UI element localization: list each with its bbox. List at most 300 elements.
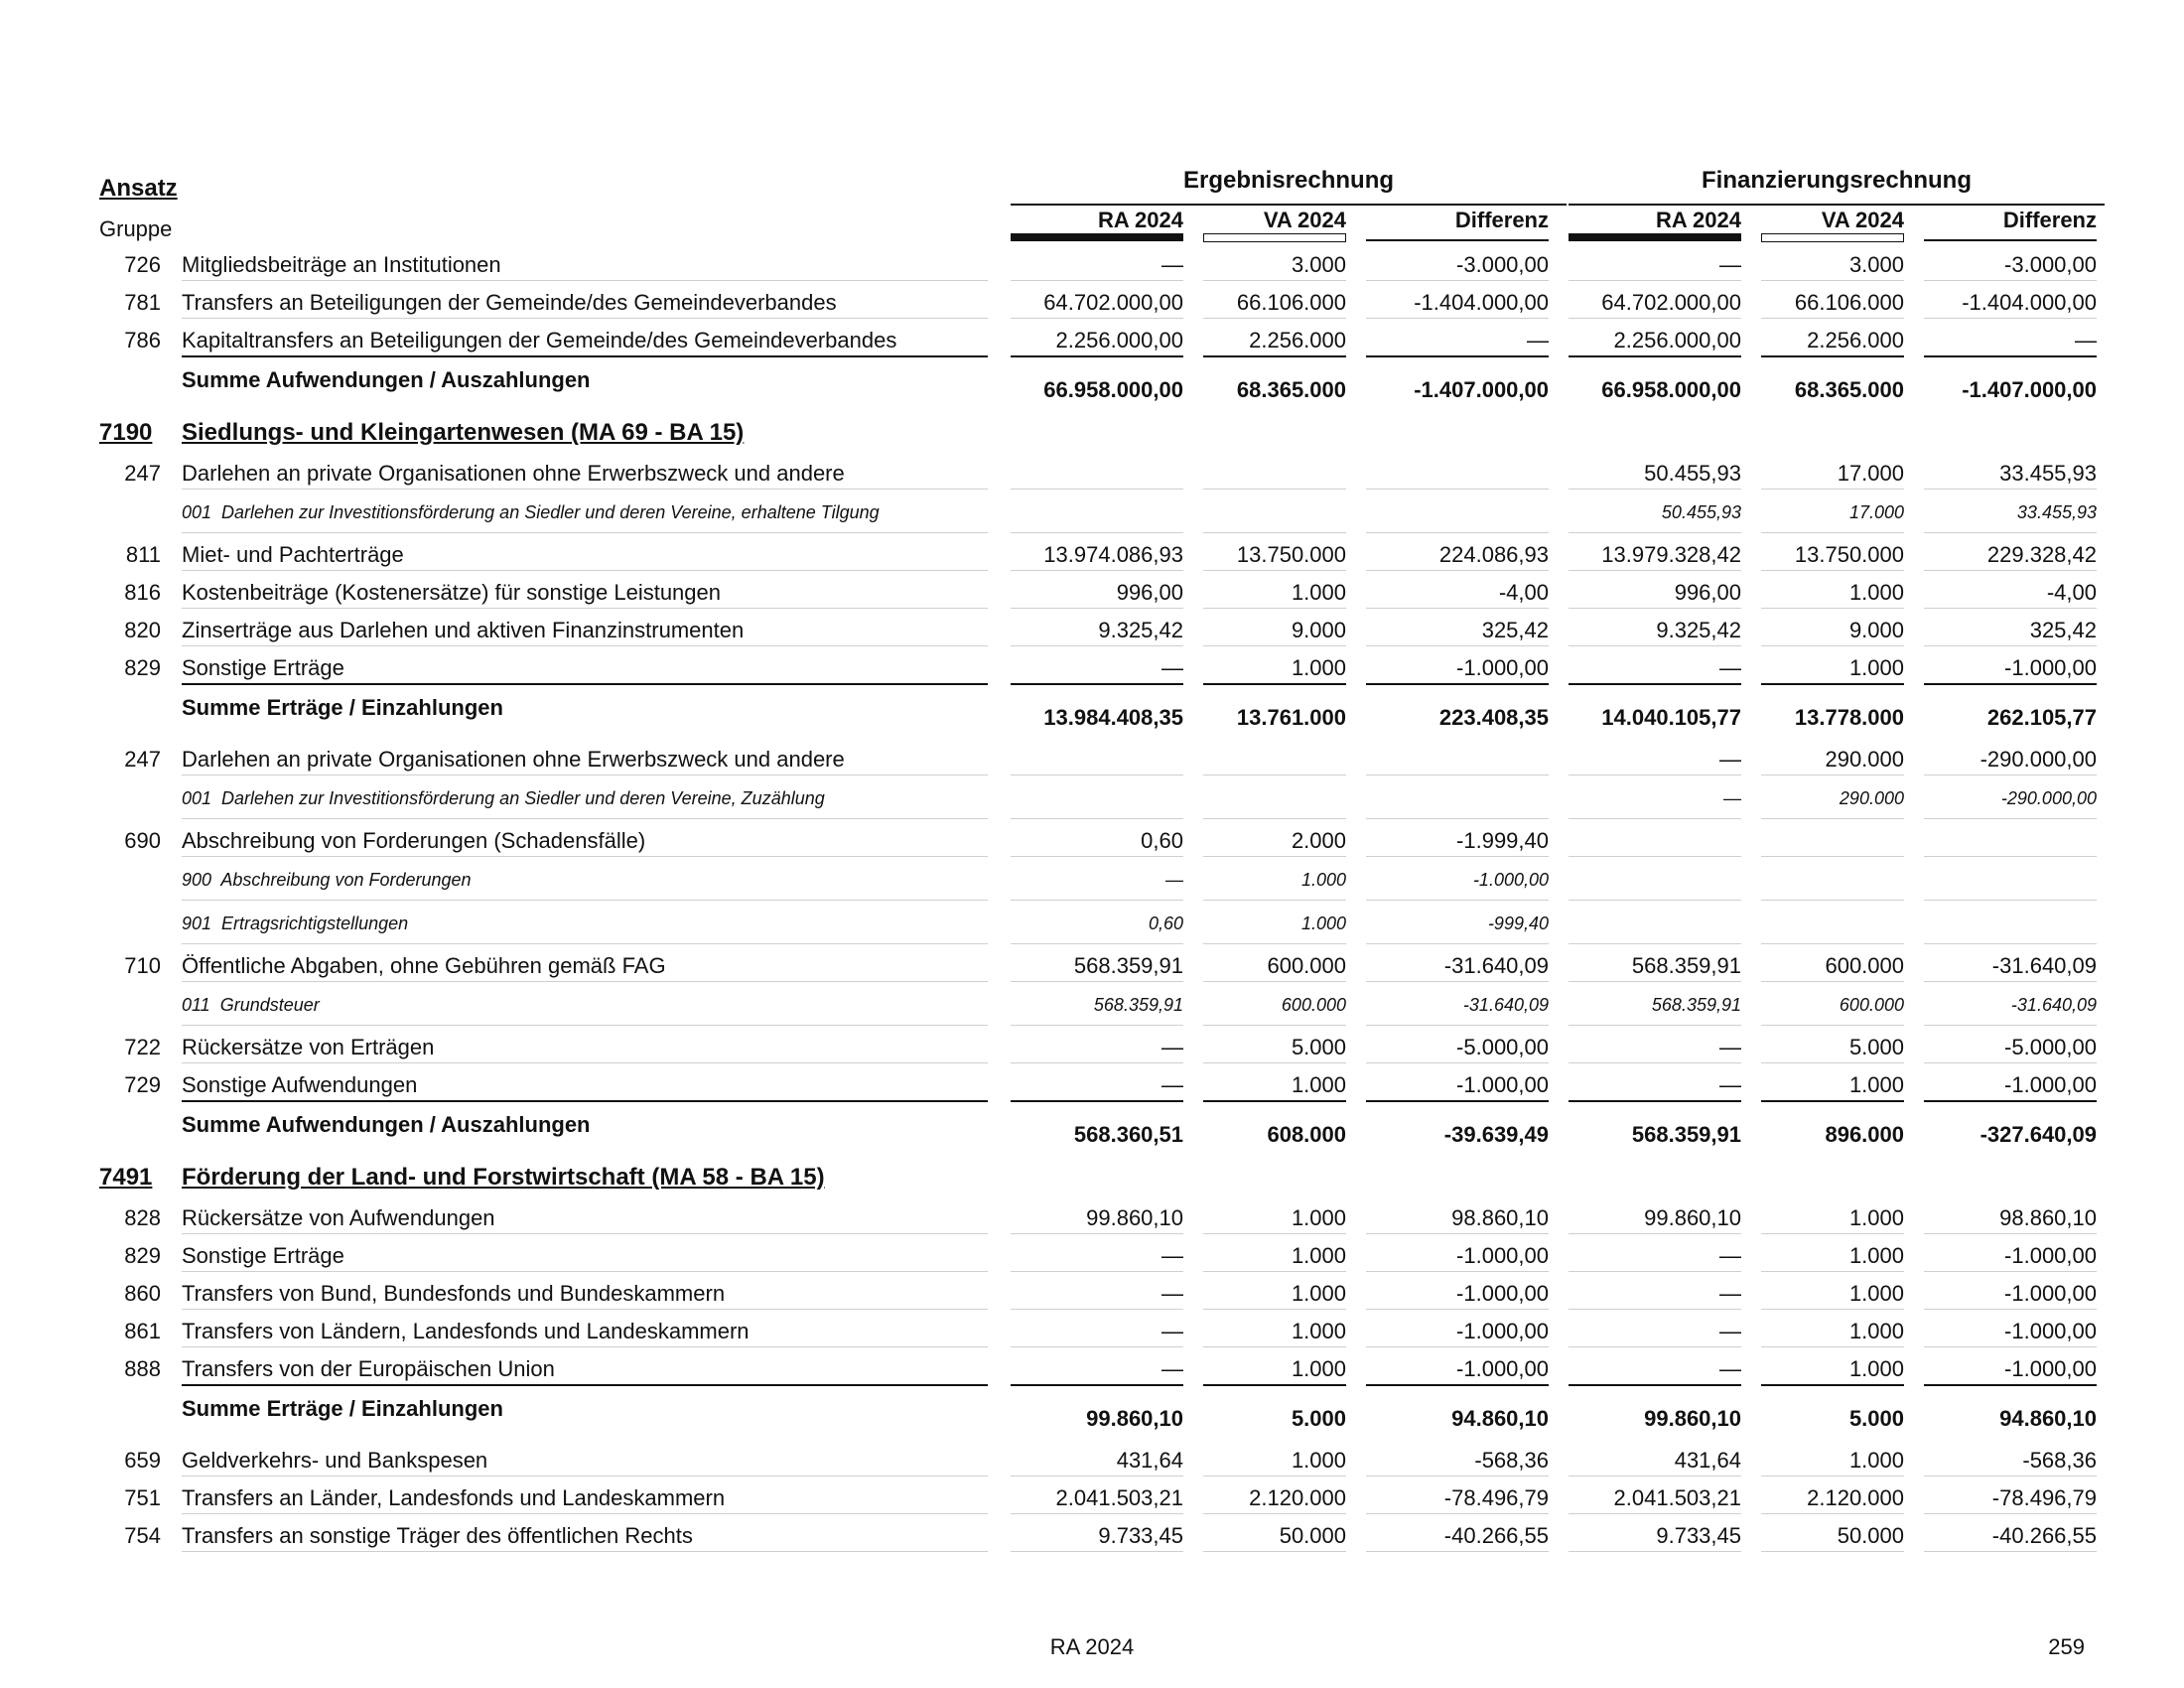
- cell-rule: [1761, 608, 1904, 609]
- value-5: -1.000,00: [2004, 1281, 2097, 1306]
- row-code: 820: [124, 618, 161, 642]
- value-3: 996,00: [1674, 580, 1741, 605]
- cell-rule: [1924, 981, 2097, 982]
- row-rule: [182, 683, 988, 685]
- sub-row-label: 900 Abschreibung von Forderungen: [182, 870, 472, 890]
- value-1: 50.000: [1279, 1523, 1346, 1548]
- cell-rule: [1761, 645, 1904, 646]
- value-3: —: [1719, 1072, 1741, 1097]
- value-3: —: [1719, 655, 1741, 680]
- value-1: 5.000: [1291, 1035, 1346, 1059]
- cell-rule: [1203, 943, 1346, 944]
- value-4: 1.000: [1848, 1243, 1904, 1268]
- value-4: 600.000: [1825, 953, 1904, 978]
- cell-rule: [1366, 1062, 1549, 1063]
- cell-rule: [1924, 856, 2097, 857]
- cell-rule: [1366, 818, 1549, 819]
- value-3: 2.041.503,21: [1613, 1485, 1741, 1510]
- row-label: Rückersätze von Aufwendungen: [182, 1205, 495, 1230]
- row-rule: [182, 1025, 988, 1026]
- cell-rule: [1011, 1513, 1183, 1514]
- cell-rule: [1761, 1476, 1904, 1477]
- sum-value-3: 66.958.000,00: [1601, 377, 1741, 402]
- value-0: 0,60: [1141, 828, 1183, 853]
- row-code: 816: [124, 580, 161, 605]
- row-code: 754: [124, 1523, 161, 1548]
- cell-rule: [1011, 570, 1183, 571]
- value-1: 2.000: [1291, 828, 1346, 853]
- cell-rule: [1203, 570, 1346, 571]
- value-0: —: [1161, 655, 1183, 680]
- cell-rule: [1761, 1062, 1904, 1063]
- value-0: 2.256.000,00: [1055, 328, 1183, 352]
- cell-rule: [1761, 1513, 1904, 1514]
- row-label: Kapitaltransfers an Beteiligungen der Gemeinde/des Gemeindeverbandes: [182, 328, 897, 352]
- cell-rule: [1761, 856, 1904, 857]
- cell-rule: [1203, 1476, 1346, 1477]
- value-4: 1.000: [1848, 580, 1904, 605]
- cell-rule: [1366, 981, 1549, 982]
- sub-row-label: 001 Darlehen zur Investitionsförderung an Siedler und deren Vereine, erhaltene Tilgung: [182, 502, 880, 522]
- value-2: -4,00: [1498, 580, 1549, 605]
- row-rule: [182, 774, 988, 775]
- value-1: 2.120.000: [1249, 1485, 1346, 1510]
- row-code: 659: [124, 1448, 161, 1473]
- value-5: -31.640,09: [2010, 995, 2097, 1015]
- sum-value-2: -39.639,49: [1443, 1122, 1549, 1147]
- section-code: 7190: [99, 419, 153, 446]
- cell-rule: [1011, 1025, 1183, 1026]
- value-4: 290.000: [1825, 747, 1904, 772]
- cell-rule: [1011, 1271, 1183, 1272]
- value-5: 98.860,10: [1999, 1205, 2097, 1230]
- cell-rule: [1011, 1346, 1183, 1347]
- value-0: 0,60: [1148, 914, 1183, 933]
- cell-rule: [1569, 1025, 1741, 1026]
- value-4: 3.000: [1848, 252, 1904, 277]
- value-1: 1.000: [1300, 870, 1346, 890]
- col-va-2024-e: VA 2024: [1263, 208, 1346, 232]
- cell-rule: [1761, 1384, 1904, 1386]
- value-4: 600.000: [1839, 995, 1904, 1015]
- cell-rule: [1011, 943, 1183, 944]
- value-5: -31.640,09: [1991, 953, 2097, 978]
- sub-row-label: 001 Darlehen zur Investitionsförderung an Siedler und deren Vereine, Zuzählung: [182, 788, 825, 808]
- cell-rule: [1569, 280, 1741, 281]
- value-5: 33.455,93: [1999, 461, 2097, 486]
- value-0: —: [1161, 1035, 1183, 1059]
- cell-rule: [1761, 1233, 1904, 1234]
- value-1: 3.000: [1291, 252, 1346, 277]
- row-rule: [182, 900, 988, 901]
- row-rule: [182, 645, 988, 646]
- cell-rule: [1761, 1309, 1904, 1310]
- cell-rule: [1011, 318, 1183, 319]
- value-0: —: [1161, 1281, 1183, 1306]
- cell-rule: [1366, 774, 1549, 775]
- row-code: 726: [124, 252, 161, 277]
- value-3: 50.455,93: [1644, 461, 1741, 486]
- value-4: 2.256.000: [1807, 328, 1904, 352]
- value-1: 1.000: [1291, 1243, 1346, 1268]
- row-label: Transfers an Beteiligungen der Gemeinde/des Gemeindeverbandes: [182, 290, 837, 315]
- value-5: 229.328,42: [1986, 542, 2097, 567]
- value-5: -78.496,79: [1991, 1485, 2097, 1510]
- value-5: -5.000,00: [2004, 1035, 2097, 1059]
- value-0: 996,00: [1116, 580, 1183, 605]
- page-number: 259: [2048, 1634, 2085, 1659]
- cell-rule: [1761, 981, 1904, 982]
- row-label: Kostenbeiträge (Kostenersätze) für sonstige Leistungen: [182, 580, 721, 605]
- value-4: 50.000: [1837, 1523, 1904, 1548]
- value-5: -290.000,00: [1979, 747, 2097, 772]
- cell-rule: [1366, 1233, 1549, 1234]
- sum-value-5: 262.105,77: [1986, 705, 2097, 730]
- cell-rule: [1761, 1271, 1904, 1272]
- value-0: —: [1161, 1319, 1183, 1343]
- value-4: 17.000: [1848, 502, 1904, 522]
- sum-value-5: 94.860,10: [1999, 1406, 2097, 1431]
- value-4: 1.000: [1848, 1356, 1904, 1381]
- cell-rule: [1761, 570, 1904, 571]
- cell-rule: [1011, 1551, 1183, 1552]
- value-2: -1.000,00: [1456, 655, 1549, 680]
- cell-rule: [1366, 1551, 1549, 1552]
- cell-rule: [1011, 645, 1183, 646]
- value-3: 9.733,45: [1656, 1523, 1741, 1548]
- col-ra-2024-f: RA 2024: [1655, 208, 1741, 232]
- sum-value-4: 896.000: [1825, 1122, 1904, 1147]
- value-3: 568.359,91: [1631, 953, 1741, 978]
- row-code: 710: [124, 953, 161, 978]
- sum-value-3: 14.040.105,77: [1601, 705, 1741, 730]
- row-rule: [182, 1100, 988, 1102]
- cell-rule: [1366, 489, 1549, 490]
- cell-rule: [1569, 1476, 1741, 1477]
- value-5: -1.404.000,00: [1962, 290, 2097, 315]
- value-1: 1.000: [1291, 1072, 1346, 1097]
- value-1: 1.000: [1291, 1205, 1346, 1230]
- cell-rule: [1203, 1062, 1346, 1063]
- row-rule: [182, 318, 988, 319]
- cell-rule: [1761, 532, 1904, 533]
- cell-rule: [1761, 1551, 1904, 1552]
- finanz-header-rule: [1569, 204, 2105, 206]
- value-0: 568.359,91: [1093, 995, 1183, 1015]
- cell-rule: [1203, 318, 1346, 319]
- sum-label: Summe Erträge / Einzahlungen: [182, 1396, 503, 1421]
- value-4: 1.000: [1848, 1205, 1904, 1230]
- cell-rule: [1011, 683, 1183, 685]
- row-label: Sonstige Aufwendungen: [182, 1072, 418, 1097]
- value-1: 9.000: [1291, 618, 1346, 642]
- cell-rule: [1366, 1100, 1549, 1102]
- row-label: Darlehen an private Organisationen ohne Erwerbszweck und andere: [182, 461, 845, 486]
- cell-rule: [1924, 900, 2097, 901]
- value-4: 1.000: [1848, 1072, 1904, 1097]
- value-3: 50.455,93: [1661, 502, 1741, 522]
- value-4: 13.750.000: [1794, 542, 1904, 567]
- value-0: —: [1165, 870, 1183, 890]
- cell-rule: [1011, 1100, 1183, 1102]
- cell-rule: [1924, 280, 2097, 281]
- cell-rule: [1203, 1025, 1346, 1026]
- value-3: —: [1719, 252, 1741, 277]
- section-code: 7491: [99, 1164, 153, 1191]
- value-4: 290.000: [1839, 788, 1904, 808]
- sum-value-0: 568.360,51: [1073, 1122, 1183, 1147]
- cell-rule: [1011, 608, 1183, 609]
- row-code: 828: [124, 1205, 161, 1230]
- cell-rule: [1569, 1271, 1741, 1272]
- value-0: 9.325,42: [1098, 618, 1183, 642]
- row-label: Miet- und Pachterträge: [182, 542, 404, 567]
- section-title: Förderung der Land- und Forstwirtschaft (MA 58 - BA 15): [182, 1164, 825, 1191]
- cell-rule: [1924, 318, 2097, 319]
- value-3: —: [1719, 1035, 1741, 1059]
- cell-rule: [1011, 774, 1183, 775]
- row-rule: [182, 981, 988, 982]
- cell-rule: [1203, 1309, 1346, 1310]
- sum-value-0: 99.860,10: [1086, 1406, 1183, 1431]
- row-label: Öffentliche Abgaben, ohne Gebühren gemäß FAG: [182, 953, 666, 978]
- row-rule: [182, 355, 988, 357]
- row-label: Transfers von der Europäischen Union: [182, 1356, 555, 1381]
- cell-rule: [1569, 1100, 1741, 1102]
- value-5: 33.455,93: [2016, 502, 2097, 522]
- cell-rule: [1924, 570, 2097, 571]
- sum-value-4: 68.365.000: [1794, 377, 1904, 402]
- row-label: Sonstige Erträge: [182, 655, 344, 680]
- value-3: —: [1723, 788, 1741, 808]
- value-2: -1.000,00: [1456, 1243, 1549, 1268]
- cell-rule: [1366, 1271, 1549, 1272]
- value-2: -1.000,00: [1456, 1281, 1549, 1306]
- row-label: Mitgliedsbeiträge an Institutionen: [182, 252, 501, 277]
- value-1: 1.000: [1291, 1356, 1346, 1381]
- cell-rule: [1569, 981, 1741, 982]
- value-2: -1.000,00: [1456, 1319, 1549, 1343]
- value-0: —: [1161, 1356, 1183, 1381]
- cell-rule: [1011, 1309, 1183, 1310]
- value-4: 5.000: [1848, 1035, 1904, 1059]
- row-label: Transfers an sonstige Träger des öffentlichen Rechts: [182, 1523, 693, 1548]
- row-rule: [182, 1062, 988, 1063]
- cell-rule: [1569, 683, 1741, 685]
- value-0: 9.733,45: [1098, 1523, 1183, 1548]
- sum-value-1: 68.365.000: [1236, 377, 1346, 402]
- value-2: -31.640,09: [1462, 995, 1549, 1015]
- cell-rule: [1924, 355, 2097, 357]
- cell-rule: [1761, 1346, 1904, 1347]
- value-4: 66.106.000: [1794, 290, 1904, 315]
- row-code: 751: [124, 1485, 161, 1510]
- cell-rule: [1924, 1384, 2097, 1386]
- cell-rule: [1924, 1271, 2097, 1272]
- value-5: -1.000,00: [2004, 655, 2097, 680]
- cell-rule: [1761, 1100, 1904, 1102]
- value-5: -290.000,00: [2000, 788, 2097, 808]
- va-marker-e: [1203, 233, 1346, 242]
- cell-rule: [1366, 1513, 1549, 1514]
- cell-rule: [1366, 1384, 1549, 1386]
- value-3: 568.359,91: [1651, 995, 1741, 1015]
- row-label: Geldverkehrs- und Bankspesen: [182, 1448, 488, 1473]
- cell-rule: [1924, 1233, 2097, 1234]
- cell-rule: [1366, 1309, 1549, 1310]
- value-5: -568,36: [2022, 1448, 2097, 1473]
- cell-rule: [1569, 532, 1741, 533]
- cell-rule: [1761, 943, 1904, 944]
- row-rule: [182, 1551, 988, 1552]
- value-5: -40.266,55: [1991, 1523, 2097, 1548]
- cell-rule: [1569, 1384, 1741, 1386]
- value-3: —: [1719, 1243, 1741, 1268]
- cell-rule: [1203, 489, 1346, 490]
- sum-value-3: 99.860,10: [1644, 1406, 1741, 1431]
- cell-rule: [1011, 489, 1183, 490]
- cell-rule: [1203, 1513, 1346, 1514]
- value-0: —: [1161, 252, 1183, 277]
- col-differenz-f: Differenz: [2002, 208, 2097, 232]
- value-4: 1.000: [1848, 1448, 1904, 1473]
- cell-rule: [1203, 645, 1346, 646]
- value-5: -1.000,00: [2004, 1356, 2097, 1381]
- cell-rule: [1569, 818, 1741, 819]
- cell-rule: [1366, 1346, 1549, 1347]
- value-2: 325,42: [1481, 618, 1549, 642]
- value-1: 600.000: [1281, 995, 1346, 1015]
- cell-rule: [1203, 818, 1346, 819]
- row-rule: [182, 1476, 988, 1477]
- row-code: 781: [124, 290, 161, 315]
- row-rule: [182, 532, 988, 533]
- cell-rule: [1011, 856, 1183, 857]
- cell-rule: [1569, 856, 1741, 857]
- row-rule: [182, 1513, 988, 1514]
- value-4: 9.000: [1848, 618, 1904, 642]
- cell-rule: [1924, 1476, 2097, 1477]
- sum-value-3: 568.359,91: [1631, 1122, 1741, 1147]
- cell-rule: [1203, 608, 1346, 609]
- sum-value-5: -1.407.000,00: [1962, 377, 2097, 402]
- value-0: 64.702.000,00: [1043, 290, 1183, 315]
- cell-rule: [1366, 570, 1549, 571]
- diff-marker-f: [1924, 239, 2097, 241]
- cell-rule: [1011, 532, 1183, 533]
- value-0: 431,64: [1116, 1448, 1183, 1473]
- cell-rule: [1924, 489, 2097, 490]
- cell-rule: [1924, 608, 2097, 609]
- cell-rule: [1569, 489, 1741, 490]
- value-3: —: [1719, 1319, 1741, 1343]
- cell-rule: [1366, 318, 1549, 319]
- cell-rule: [1761, 774, 1904, 775]
- cell-rule: [1761, 900, 1904, 901]
- row-label: Rückersätze von Erträgen: [182, 1035, 435, 1059]
- col-va-2024-f: VA 2024: [1821, 208, 1904, 232]
- value-2: —: [1527, 328, 1549, 352]
- cell-rule: [1924, 943, 2097, 944]
- value-5: -4,00: [2046, 580, 2097, 605]
- cell-rule: [1203, 1271, 1346, 1272]
- cell-rule: [1011, 355, 1183, 357]
- cell-rule: [1011, 1476, 1183, 1477]
- cell-rule: [1569, 1346, 1741, 1347]
- sum-value-0: 13.984.408,35: [1043, 705, 1183, 730]
- cell-rule: [1569, 1233, 1741, 1234]
- cell-rule: [1203, 1100, 1346, 1102]
- sub-row-label: 011 Grundsteuer: [182, 995, 320, 1015]
- value-5: 325,42: [2029, 618, 2097, 642]
- row-code: 247: [124, 747, 161, 772]
- row-rule: [182, 1346, 988, 1347]
- value-0: 13.974.086,93: [1043, 542, 1183, 567]
- cell-rule: [1366, 355, 1549, 357]
- cell-rule: [1569, 318, 1741, 319]
- row-code: 861: [124, 1319, 161, 1343]
- cell-rule: [1924, 683, 2097, 685]
- gruppe-label: Gruppe: [99, 216, 173, 241]
- cell-rule: [1569, 1309, 1741, 1310]
- row-rule: [182, 943, 988, 944]
- cell-rule: [1924, 532, 2097, 533]
- row-code: 829: [124, 1243, 161, 1268]
- cell-rule: [1203, 774, 1346, 775]
- sum-value-2: -1.407.000,00: [1414, 377, 1549, 402]
- cell-rule: [1203, 683, 1346, 685]
- sum-value-2: 223.408,35: [1438, 705, 1549, 730]
- value-0: —: [1161, 1243, 1183, 1268]
- sum-value-4: 13.778.000: [1794, 705, 1904, 730]
- row-label: Abschreibung von Forderungen (Schadensfälle): [182, 828, 646, 853]
- row-label: Darlehen an private Organisationen ohne Erwerbszweck und andere: [182, 747, 845, 772]
- cell-rule: [1569, 1551, 1741, 1552]
- cell-rule: [1924, 774, 2097, 775]
- value-0: 99.860,10: [1086, 1205, 1183, 1230]
- value-2: -3.000,00: [1456, 252, 1549, 277]
- value-2: -1.999,40: [1456, 828, 1549, 853]
- cell-rule: [1761, 318, 1904, 319]
- value-1: 1.000: [1291, 1281, 1346, 1306]
- row-code: 888: [124, 1356, 161, 1381]
- value-4: 1.000: [1848, 1319, 1904, 1343]
- sum-value-0: 66.958.000,00: [1043, 377, 1183, 402]
- cell-rule: [1761, 1025, 1904, 1026]
- ansatz-label: Ansatz: [99, 175, 178, 202]
- value-1: 1.000: [1291, 1448, 1346, 1473]
- row-rule: [182, 489, 988, 490]
- sum-label: Summe Aufwendungen / Auszahlungen: [182, 1112, 591, 1137]
- row-rule: [182, 1384, 988, 1386]
- value-4: 1.000: [1848, 1281, 1904, 1306]
- value-2: -31.640,09: [1443, 953, 1549, 978]
- ergebnisrechnung-title: Ergebnisrechnung: [1182, 167, 1395, 194]
- cell-rule: [1569, 570, 1741, 571]
- finanzierungsrechnung-title: Finanzierungsrechnung: [1701, 167, 1972, 194]
- sum-value-1: 608.000: [1267, 1122, 1346, 1147]
- cell-rule: [1569, 355, 1741, 357]
- cell-rule: [1761, 355, 1904, 357]
- cell-rule: [1011, 1062, 1183, 1063]
- cell-rule: [1366, 683, 1549, 685]
- cell-rule: [1761, 280, 1904, 281]
- sum-value-4: 5.000: [1848, 1406, 1904, 1431]
- sub-row-label: 901 Ertragsrichtigstellungen: [182, 914, 409, 933]
- cell-rule: [1924, 645, 2097, 646]
- cell-rule: [1366, 1476, 1549, 1477]
- cell-rule: [1366, 856, 1549, 857]
